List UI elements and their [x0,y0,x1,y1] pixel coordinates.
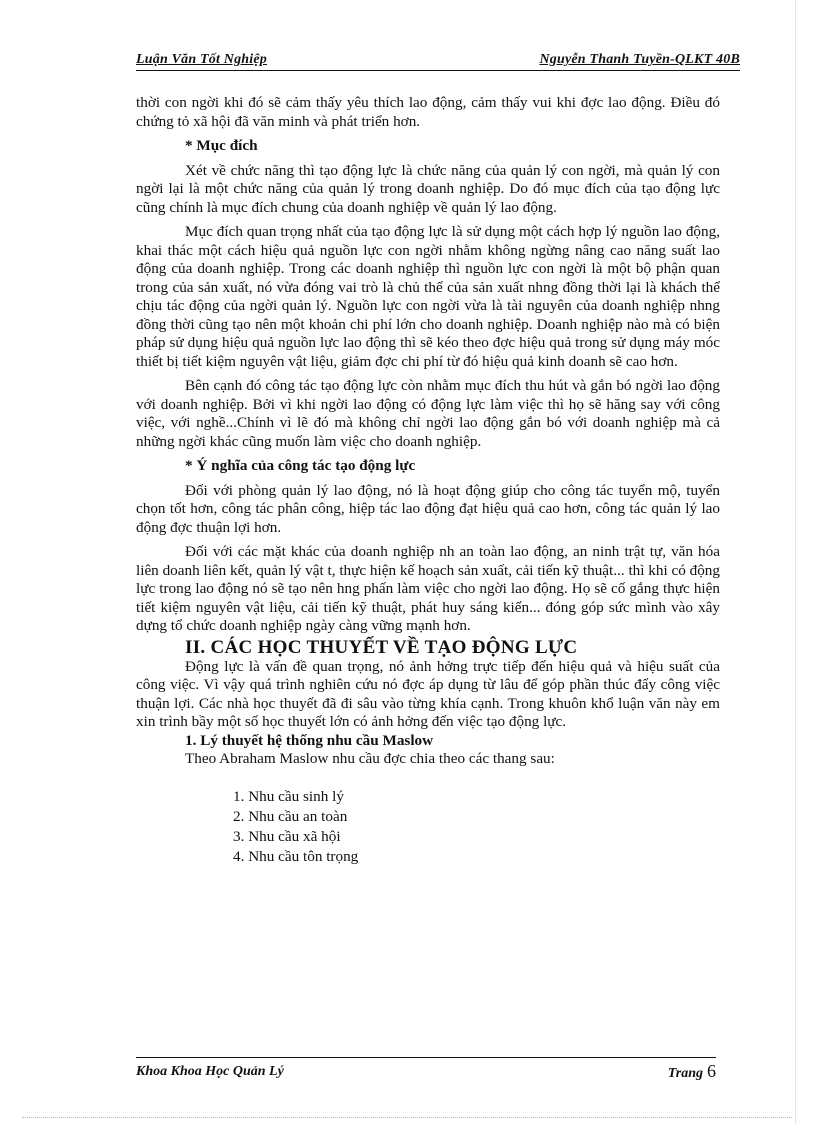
page-number: 6 [707,1061,716,1081]
list-item: 4. Nhu cầu tôn trọng [233,847,359,865]
paragraph-meaning-2: Đối với các mặt khác của doanh nghiệp nh an toàn lao động, an ninh trật tự, văn hóa liên doanh liên kết, quản lý vật t, thực hiện kế hoạch sản xuất, cải tiến kỹ thuật... thì khi có động lực trong lao động nó sẽ tạo nên hng phấn làm việc cho ngời lao động. Họ sẽ cố gắng thực hiện tiết kiệm nguyên vật liệu, cải tiến kỹ thuật, phát huy sáng kiến... đóng góp sức mình vào xây dựng tổ chức doanh nghiệp ngày càng vững mạnh hơn. [136,543,720,634]
footer-faculty: Khoa Khoa Học Quản Lý [136,1064,284,1079]
list-item: 3. Nhu cầu xã hội [233,827,341,845]
header-thesis-title: Luận Văn Tốt Nghiệp [136,52,267,67]
document-body [136,94,720,867]
section-heading-2: II. CÁC HỌC THUYẾT VỀ TẠO ĐỘNG LỰC [185,636,578,658]
footer-page-label: Trang [667,1066,703,1081]
list-item: 2. Nhu cầu an toàn [233,807,348,825]
heading-y-nghia: * Ý nghĩa của công tác tạo động lực [185,457,416,474]
header-author: Nguyễn Thanh Tuyền-QLKT 40B [539,52,740,67]
heading-maslow: 1. Lý thuyết hệ thống nhu cầu Maslow [185,731,434,749]
paragraph-meaning-1: Đối với phòng quản lý lao động, nó là hoạt động giúp cho công tác tuyển mộ, tuyển chọn tốt hơn, công tác phân công, hiệp tác lao động đạt hiệu quả cao hơn, công tác quản lý lao động đợc thuận lợi hơn. [136,481,720,536]
paragraph-purpose-3: Bên cạnh đó công tác tạo động lực còn nhằm mục đích thu hút và gắn bó ngời lao động với doanh nghiệp. Bởi vì khi ngời lao động có động lực làm việc thì họ sẽ hăng say với công việc, với nghề...Chính vì lẽ đó mà không chỉ ngời lao động gắn bó với doanh nghiệp mà cả những ngời khác cũng muốn làm việc cho doanh nghiệp. [136,377,720,450]
paragraph-purpose-1: Xét về chức năng thì tạo động lực là chức năng của quản lý con ngời, mà quản lý con ngời lại là một chức năng của quản lý trong doanh nghiệp. Do đó mục đích của tạo động lực cũng chính là mục đích chung của doanh nghiệp về quản lý lao động. [136,161,720,216]
page-edge-right [795,0,796,1123]
paragraph-purpose-2: Mục đích quan trọng nhất của tạo động lực là sử dụng một cách hợp lý nguồn lao động, khai thác một cách hiệu quả nguồn lực con ngời nhằm không ngừng nâng cao năng suất lao động của doanh nghiệp. Trong các doanh nghiệp thì nguồn lực con ngời là một bộ phận quan trong của sản xuất, nó vừa đóng vai trò là chủ thể của sản xuất nhng đồng thời lại là khách thể chịu tác động của ngời quản lý. Nguồn lực con ngời vừa là tài nguyên của doanh nghiệp nhng đồng thời cũng tạo nên một khoản chi phí lớn cho doanh nghiệp. Doanh nghiệp nào mà có biện pháp sử dụng hiệu quả nguồn lực lao động thì sẽ kéo theo đợc hiệu quả trong sử dụng máy móc thiết bị tiết kiệm nguyên vật liệu, giảm đợc chi phí từ đó hiệu quả kinh doanh sẽ cao hơn. [136,223,720,370]
paragraph-maslow: Theo Abraham Maslow nhu cầu đợc chia theo các thang sau: [185,750,555,767]
heading-muc-dich: * Mục đích [185,137,258,154]
page-footer [136,1057,716,1080]
footer-page [668,1061,716,1082]
page-header [136,46,740,71]
page-edge-bottom [22,1117,792,1118]
maslow-needs-list [136,787,720,867]
paragraph-section-2: Động lực là vấn đề quan trọng, nó ảnh hởng trực tiếp đến hiệu quả và hiệu suất của công việc. Vì vậy quá trình nghiên cứu nó đợc áp dụng từ lâu để góp phần thúc đẩy công việc thuận lợi. Các nhà học thuyết đã đi sâu vào từng khía cạnh. Trong khuôn khổ luận văn này em xin trình bầy một số học thuyết lớn có ảnh hởng đến việc tạo động lực. [136,657,720,730]
list-item: 1. Nhu cầu sinh lý [233,787,344,805]
paragraph-intro: thời con ngời khi đó sẽ cảm thấy yêu thích lao động, cảm thấy vui khi đợc lao động. Điều đó chứng tỏ xã hội đã văn minh và phát triển hơn. [136,94,720,130]
